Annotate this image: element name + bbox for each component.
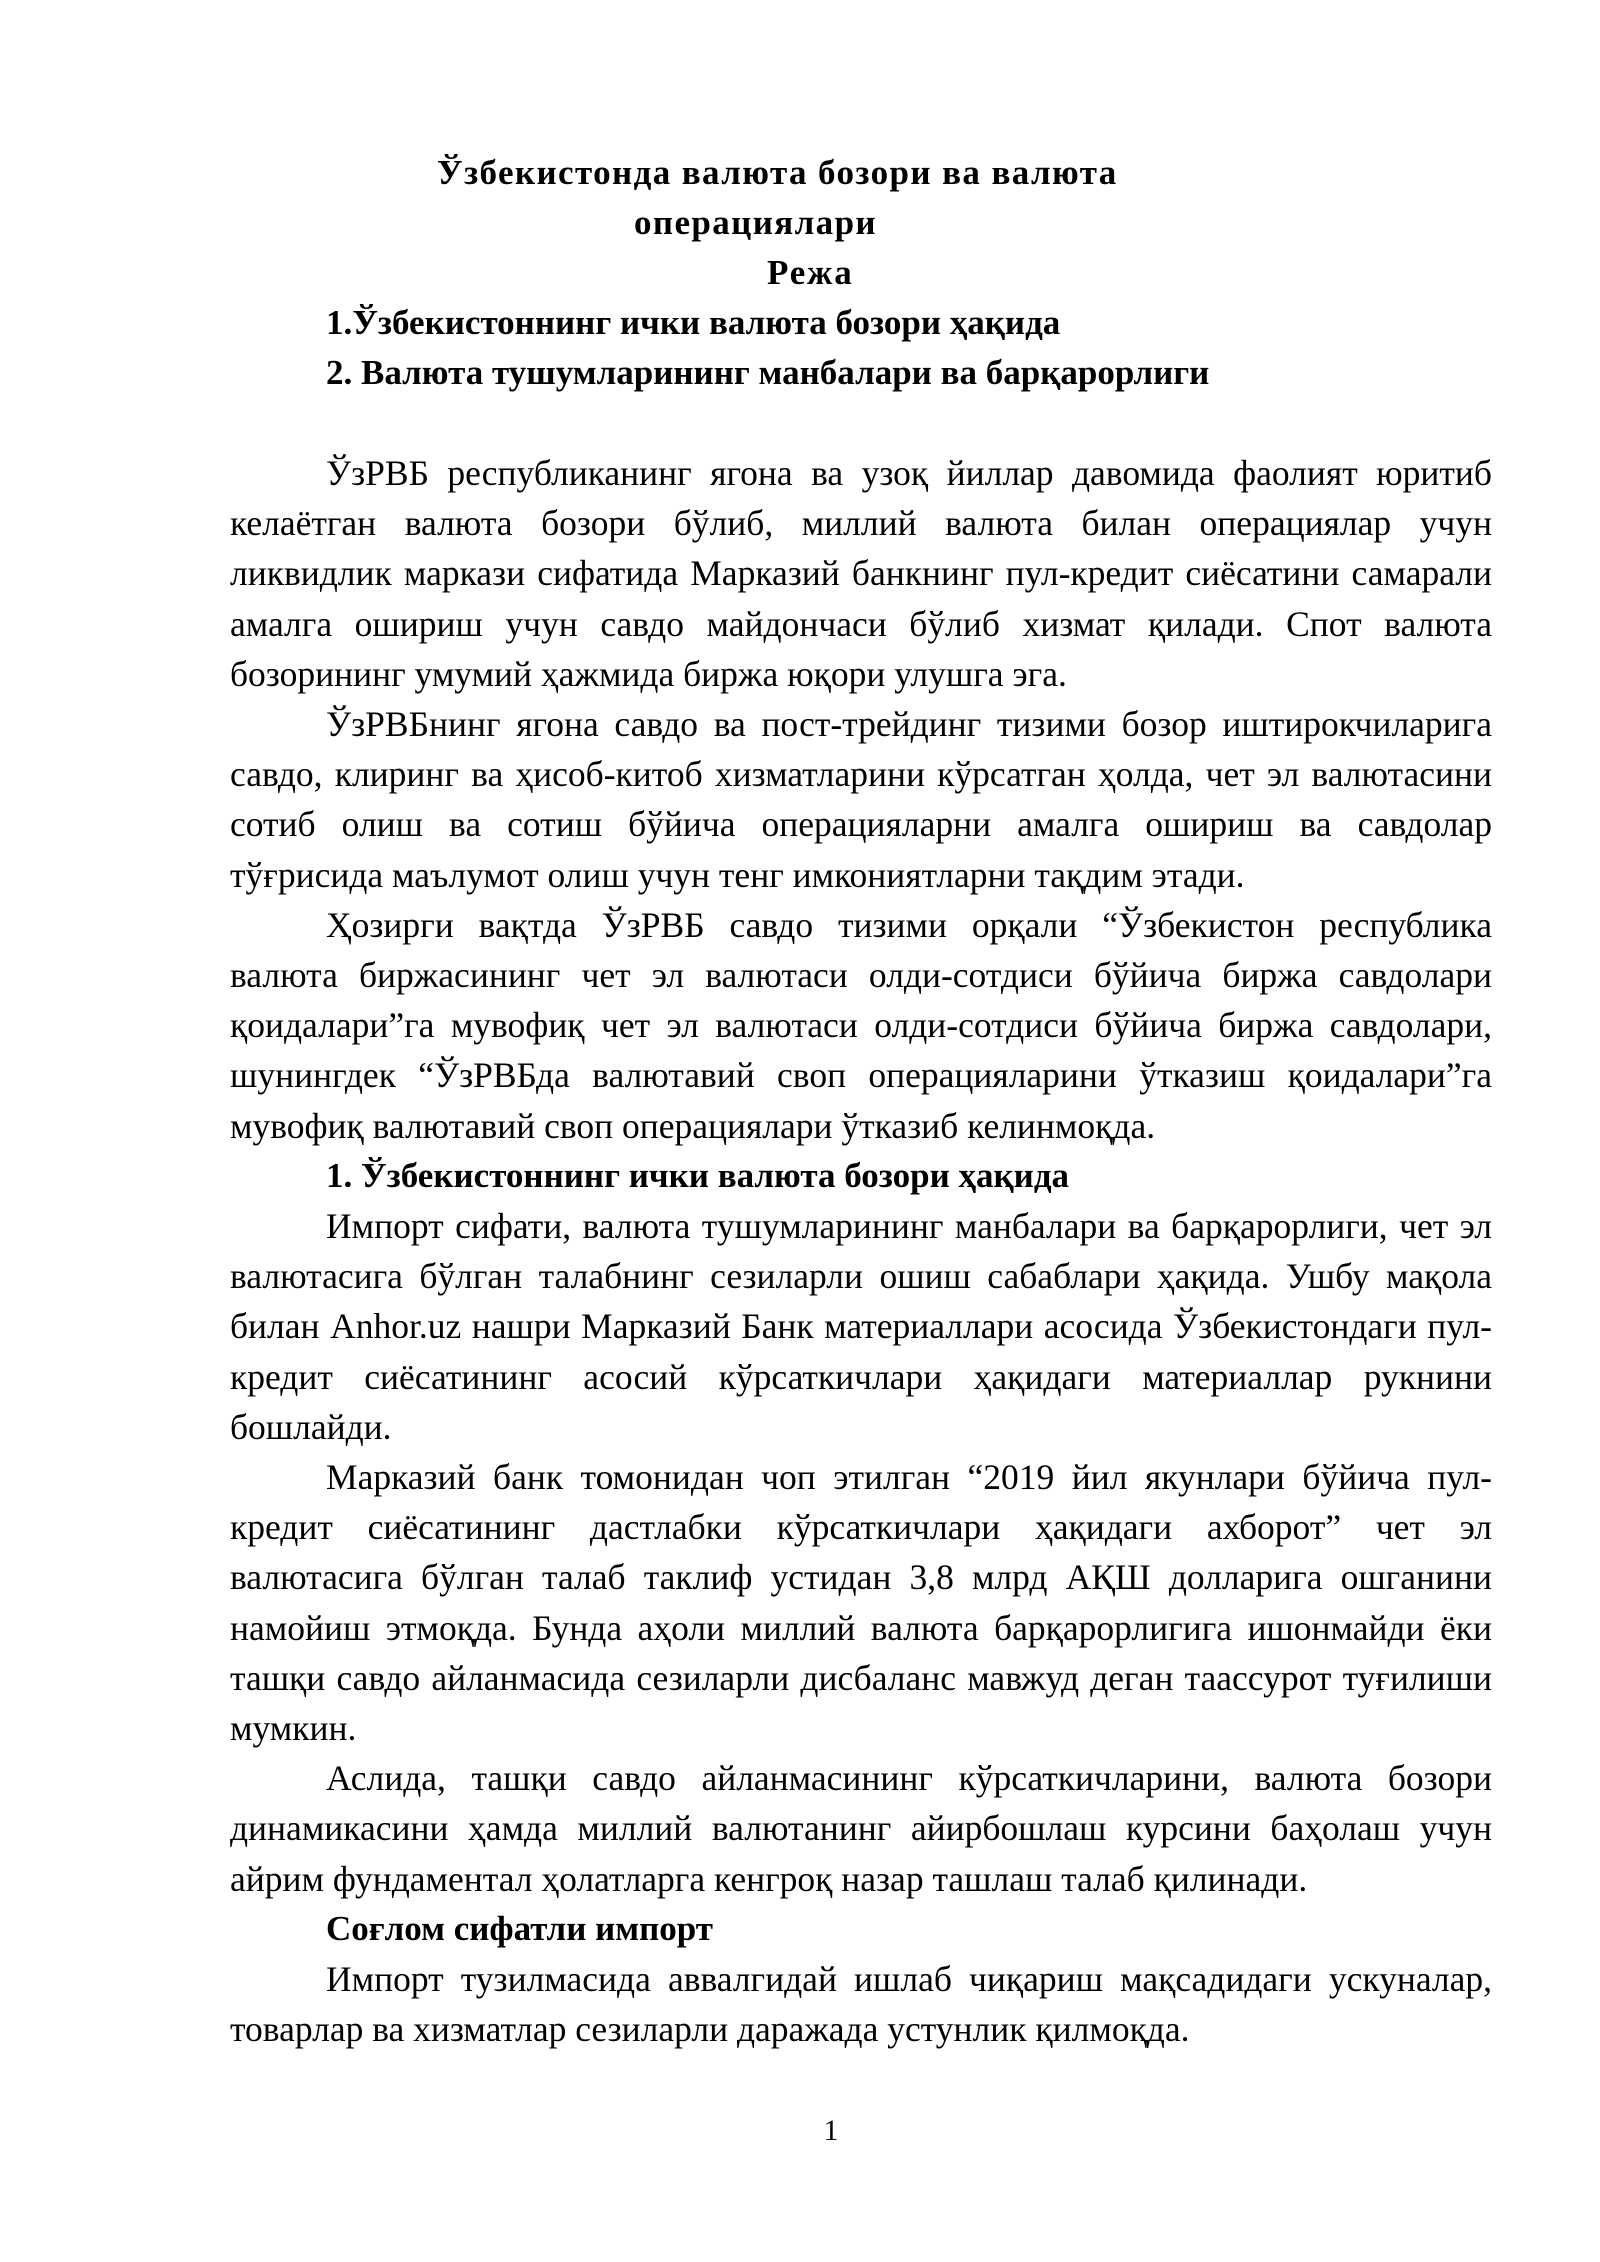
plan-item-2: 2. Валюта тушумларининг манбалари ва барқарорлиги (326, 353, 1210, 392)
blank-line (230, 398, 1492, 448)
document-title-line-2: операциялари (634, 203, 878, 242)
document-title-line-1: Ўзбекистонда валюта бозори ва валюта (437, 153, 1118, 192)
paragraph-intro-2: ЎзРВБнинг ягона савдо ва пост-трейдинг тизими бозор иштирокчиларига савдо, клиринг ва ҳисоб-китоб хизматларини кўрсатган ҳолда, чет эл валютасини сотиб олиш ва сотиш бўйича операцияларни амалга ошириш ва савдолар тўғрисида маълумот олиш учун тенг имкониятларни тақдим этади. (230, 704, 1492, 895)
section-1-paragraph-3: Аслида, ташқи савдо айланмасининг кўрсаткичларини, валюта бозори динамикасини ҳамда миллий валютанинг айирбошлаш курсини баҳолаш учун айрим фундаментал ҳолатларга кенгроқ назар ташлаш талаб қилинади. (230, 1758, 1492, 1899)
page-number: 1 (823, 2114, 839, 2147)
section-1-paragraph-2: Марказий банк томонидан чоп этилган “2019 йил якунлари бўйича пул-кредит сиёсатининг дастлабки кўрсаткичлари ҳақидаги ахборот” чет эл валютасига бўлган талаб таклиф устидан 3,8 млрд АҚШ долларига ошганини намойиш этмоқда. Бунда аҳоли миллий валюта барқарорлигига ишонмайди ёки ташқи савдо айланмасида сезиларли дисбаланс мавжуд деган таассурот туғилиши мумкин. (230, 1457, 1492, 1749)
plan-heading: Режа (767, 253, 854, 292)
section-1-paragraph-1: Импорт сифати, валюта тушумларининг манбалари ва барқарорлиги, чет эл валютасига бўлган талабнинг сезиларли ошиш сабаблари ҳақида. Ушбу мақола билан Anhor.uz нашри Марказий Банк материаллари асосида Ўзбекистондаги пул-кредит сиёсатининг асосий кўрсаткичлари ҳақидаги материаллар рукнини бошлайди. (230, 1206, 1492, 1447)
section-2-paragraph-1: Импорт тузилмасида аввалгидай ишлаб чиқариш мақсадидаги ускуналар, товарлар ва хизматлар сезиларли даражада устунлик қилмоқда. (230, 1959, 1492, 2050)
section-1-heading: 1. Ўзбекистоннинг ички валюта бозори ҳақида (326, 1155, 1070, 1195)
paragraph-intro-3: Ҳозирги вақтда ЎзРВБ савдо тизими орқали “Ўзбекистон республика валюта биржасининг чет эл валютаси олди-сотдиси бўйича биржа савдолари қоидалари”га мувофиқ чет эл валютаси олди-сотдиси бўйича биржа савдолари, шунингдек “ЎзРВБда валютавий своп операцияларини ўтказиш қоидалари”га мувофиқ валютавий своп операциялари ўтказиб келинмоқда. (230, 904, 1492, 1146)
paragraph-intro-1: ЎзРВБ республиканинг ягона ва узоқ йиллар давомида фаолият юритиб келаётган валюта бозори бўлиб, миллий валюта билан операциялар учун ликвидлик маркази сифатида Марказий банкнинг пул-кредит сиёсатини самарали амалга ошириш учун савдо майдончаси бўлиб хизмат қилади. Спот валюта бозорининг умумий ҳажмида биржа юқори улушга эга. (230, 453, 1492, 694)
plan-item-1: 1.Ўзбекистоннинг ички валюта бозори ҳақида (326, 303, 1061, 342)
section-2-heading: Соғлом сифатли импорт (326, 1908, 713, 1948)
document-body (230, 148, 1492, 2055)
